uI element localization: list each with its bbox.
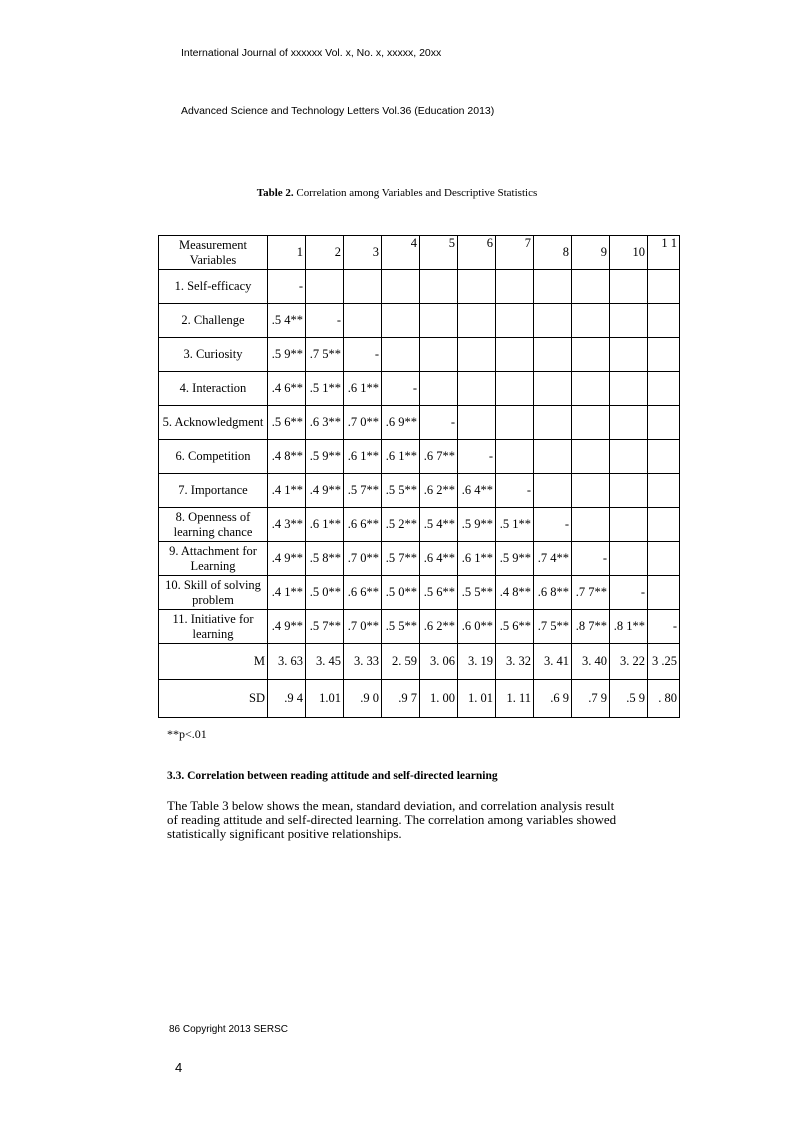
table-cell: .6 9** <box>382 406 420 440</box>
table-row-label: 8. Openness of learning chance <box>159 508 268 542</box>
table-row <box>159 304 680 338</box>
table-row-label: 1. Self-efficacy <box>159 270 268 304</box>
table-cell <box>382 338 420 372</box>
table-cell: .4 9** <box>268 610 306 644</box>
table-row <box>159 576 680 610</box>
table-cell: .7 0** <box>344 406 382 440</box>
table-cell: .6 1** <box>458 542 496 576</box>
table-cell: 3. 63 <box>268 644 306 680</box>
table-cell: 1. 11 <box>496 680 534 718</box>
table-cell: .9 0 <box>344 680 382 718</box>
table-header-col: 10 <box>610 236 648 270</box>
table-cell: .4 6** <box>268 372 306 406</box>
table-cell <box>648 406 680 440</box>
table-cell <box>420 338 458 372</box>
table-header-row <box>159 236 680 270</box>
table-cell <box>648 576 680 610</box>
table-cell: .7 0** <box>344 542 382 576</box>
table-cell <box>648 304 680 338</box>
table-row-label: 5. Acknowledgment <box>159 406 268 440</box>
table-cell: .6 1** <box>306 508 344 542</box>
table-row-label: 3. Curiosity <box>159 338 268 372</box>
table-row <box>159 508 680 542</box>
table-cell: 3. 32 <box>496 644 534 680</box>
table-cell <box>648 542 680 576</box>
table-header-col: 5 <box>420 236 458 270</box>
table-cell: .5 1** <box>306 372 344 406</box>
table-cell: 3 .25 <box>648 644 680 680</box>
table-row-label: 4. Interaction <box>159 372 268 406</box>
journal-header-line-2: Advanced Science and Technology Letters Vol.36 (Education 2013) <box>181 105 495 117</box>
table-row <box>159 474 680 508</box>
table-cell <box>306 270 344 304</box>
table-row-label: M <box>159 644 268 680</box>
table-cell: 3. 40 <box>572 644 610 680</box>
table-cell <box>610 440 648 474</box>
journal-header-line-1: International Journal of xxxxxx Vol. x, No. x, xxxxx, 20xx <box>181 47 442 59</box>
table-cell: .4 8** <box>496 576 534 610</box>
table-cell: .6 7** <box>420 440 458 474</box>
table-cell: .9 7 <box>382 680 420 718</box>
table-row-label: 10. Skill of solving problem <box>159 576 268 610</box>
table-cell: .6 6** <box>344 508 382 542</box>
table-cell: .5 7** <box>306 610 344 644</box>
table-cell <box>496 440 534 474</box>
table-row <box>159 542 680 576</box>
section-paragraph: The Table 3 below shows the mean, standard deviation, and correlation analysis result of reading attitude and self-directed learning. The correlation among variables showed statistically significant positive relationships. <box>167 798 617 841</box>
table-header-col: 1 <box>268 236 306 270</box>
table-cell: .5 9** <box>496 542 534 576</box>
table-header-col: 3 <box>344 236 382 270</box>
table-cell <box>610 304 648 338</box>
table-cell: - <box>306 304 344 338</box>
table-cell: .6 0** <box>458 610 496 644</box>
table-cell: .5 2** <box>382 508 420 542</box>
table-cell: 3. 41 <box>534 644 572 680</box>
table-cell: .7 5** <box>534 610 572 644</box>
table-cell: - <box>572 542 610 576</box>
table-cell <box>610 474 648 508</box>
table-cell <box>572 338 610 372</box>
table-cell <box>534 304 572 338</box>
table-cell: .4 1** <box>268 576 306 610</box>
table-cell: .5 5** <box>382 474 420 508</box>
table-header-col: 7 <box>496 236 534 270</box>
table-header-col: 2 <box>306 236 344 270</box>
table-cell <box>572 508 610 542</box>
table-cell: .7 9 <box>572 680 610 718</box>
table-cell: .5 6** <box>268 406 306 440</box>
table-cell: .5 4** <box>268 304 306 338</box>
table-row <box>159 406 680 440</box>
table-cell: .5 8** <box>306 542 344 576</box>
table-cell <box>610 270 648 304</box>
table-cell: .4 3** <box>268 508 306 542</box>
table-cell: 3. 45 <box>306 644 344 680</box>
table-cell: 3. 33 <box>344 644 382 680</box>
table-cell: - <box>496 474 534 508</box>
table-cell <box>572 440 610 474</box>
table-cell <box>534 270 572 304</box>
table-row-label: 9. Attachment for Learning <box>159 542 268 576</box>
table-cell: .6 3** <box>306 406 344 440</box>
table-cell <box>534 338 572 372</box>
table-cell: .5 6** <box>496 610 534 644</box>
table-cell <box>648 338 680 372</box>
table-cell: - <box>268 270 306 304</box>
table-cell <box>344 270 382 304</box>
table-cell: 1. 01 <box>458 680 496 718</box>
table-header-variables: Measurement Variables <box>159 236 268 270</box>
table-cell <box>648 474 680 508</box>
table-cell <box>572 304 610 338</box>
table-cell: .5 1** <box>496 508 534 542</box>
table-cell: . 80 <box>648 680 680 718</box>
table-cell: - <box>458 440 496 474</box>
table-header-col: 4 <box>382 236 420 270</box>
table-cell: .6 4** <box>420 542 458 576</box>
table-row-label: SD <box>159 680 268 718</box>
table-cell: .7 7** <box>572 576 610 610</box>
table-cell <box>648 508 680 542</box>
table-cell: .5 0** <box>306 576 344 610</box>
table-cell: - <box>648 610 680 644</box>
table-cell: .5 9** <box>458 508 496 542</box>
table-cell: .8 1** <box>610 610 648 644</box>
page-number: 4 <box>175 1060 183 1075</box>
table-cell <box>496 304 534 338</box>
table-cell <box>534 440 572 474</box>
table-cell: .5 7** <box>344 474 382 508</box>
table-cell <box>496 406 534 440</box>
table-cell: .6 8** <box>534 576 572 610</box>
table-cell: 3. 22 <box>610 644 648 680</box>
table-cell <box>648 440 680 474</box>
table-cell <box>496 270 534 304</box>
table-cell: .9 4 <box>268 680 306 718</box>
table-cell: .5 4** <box>420 508 458 542</box>
table-cell: .6 2** <box>420 474 458 508</box>
table-cell: .7 0** <box>344 610 382 644</box>
table-cell: .6 9 <box>534 680 572 718</box>
table-cell: .4 9** <box>268 542 306 576</box>
table-cell <box>458 338 496 372</box>
table-cell <box>534 372 572 406</box>
table-row-label: 6. Competition <box>159 440 268 474</box>
table-cell <box>648 372 680 406</box>
table-cell <box>496 372 534 406</box>
table-cell: - <box>420 406 458 440</box>
table-cell <box>458 406 496 440</box>
table-cell: 1. 00 <box>420 680 458 718</box>
copyright-footer: 86 Copyright 2013 SERSC <box>169 1024 288 1035</box>
table-cell <box>572 406 610 440</box>
table-cell: .7 5** <box>306 338 344 372</box>
table-row-label: 7. Importance <box>159 474 268 508</box>
table-cell <box>458 270 496 304</box>
table-cell: 3. 06 <box>420 644 458 680</box>
table-cell: 1.01 <box>306 680 344 718</box>
table-cell: 3. 19 <box>458 644 496 680</box>
table-cell <box>572 474 610 508</box>
table-row <box>159 440 680 474</box>
table-row <box>159 610 680 644</box>
table-cell <box>610 508 648 542</box>
table-cell: .6 1** <box>344 372 382 406</box>
table-cell <box>534 474 572 508</box>
table-cell: 2. 59 <box>382 644 420 680</box>
correlation-table <box>158 235 680 718</box>
table-cell <box>648 270 680 304</box>
table-header-col: 1 1 <box>648 236 680 270</box>
table-cell <box>344 304 382 338</box>
table-row <box>159 338 680 372</box>
table-header-col: 9 <box>572 236 610 270</box>
table-cell <box>458 304 496 338</box>
table-caption-text: Correlation among Variables and Descriptive Statistics <box>293 187 538 199</box>
table-caption-label: Table 2. <box>256 187 294 199</box>
table-row <box>159 270 680 304</box>
table-cell <box>610 338 648 372</box>
table-cell: .5 6** <box>420 576 458 610</box>
table-cell: .6 4** <box>458 474 496 508</box>
table-cell: .5 9 <box>610 680 648 718</box>
table-cell <box>420 304 458 338</box>
table-cell: .5 7** <box>382 542 420 576</box>
table-cell: - <box>534 508 572 542</box>
table-row <box>159 644 680 680</box>
table-cell: .8 7** <box>572 610 610 644</box>
table-cell <box>610 372 648 406</box>
table-cell: .5 0** <box>382 576 420 610</box>
table-cell: .6 1** <box>344 440 382 474</box>
table-cell <box>458 372 496 406</box>
table-cell: .4 9** <box>306 474 344 508</box>
table-cell: .5 9** <box>268 338 306 372</box>
table-cell: .4 8** <box>268 440 306 474</box>
table-cell <box>382 270 420 304</box>
table-cell <box>572 372 610 406</box>
table-cell: .5 5** <box>382 610 420 644</box>
table-caption <box>0 187 794 199</box>
table-cell: - <box>344 338 382 372</box>
table-cell <box>420 270 458 304</box>
table-cell: - <box>610 576 648 610</box>
table-cell <box>382 304 420 338</box>
section-heading: 3.3. Correlation between reading attitude and self-directed learning <box>167 770 498 782</box>
table-cell <box>420 372 458 406</box>
table-note: **p<.01 <box>167 727 207 741</box>
table-header-col: 8 <box>534 236 572 270</box>
table-cell: .6 1** <box>382 440 420 474</box>
table-cell: .6 6** <box>344 576 382 610</box>
table-cell: .5 5** <box>458 576 496 610</box>
table-cell <box>610 542 648 576</box>
table-cell: .6 2** <box>420 610 458 644</box>
table-cell <box>610 406 648 440</box>
table-cell: .7 4** <box>534 542 572 576</box>
table-row-label: 11. Initiative for learning <box>159 610 268 644</box>
table-cell: - <box>382 372 420 406</box>
table-cell <box>496 338 534 372</box>
table-header-col: 6 <box>458 236 496 270</box>
table-row <box>159 680 680 718</box>
table-cell <box>534 406 572 440</box>
table-row-label: 2. Challenge <box>159 304 268 338</box>
table-cell: .4 1** <box>268 474 306 508</box>
table-cell <box>572 270 610 304</box>
table-row <box>159 372 680 406</box>
table-cell: .5 9** <box>306 440 344 474</box>
